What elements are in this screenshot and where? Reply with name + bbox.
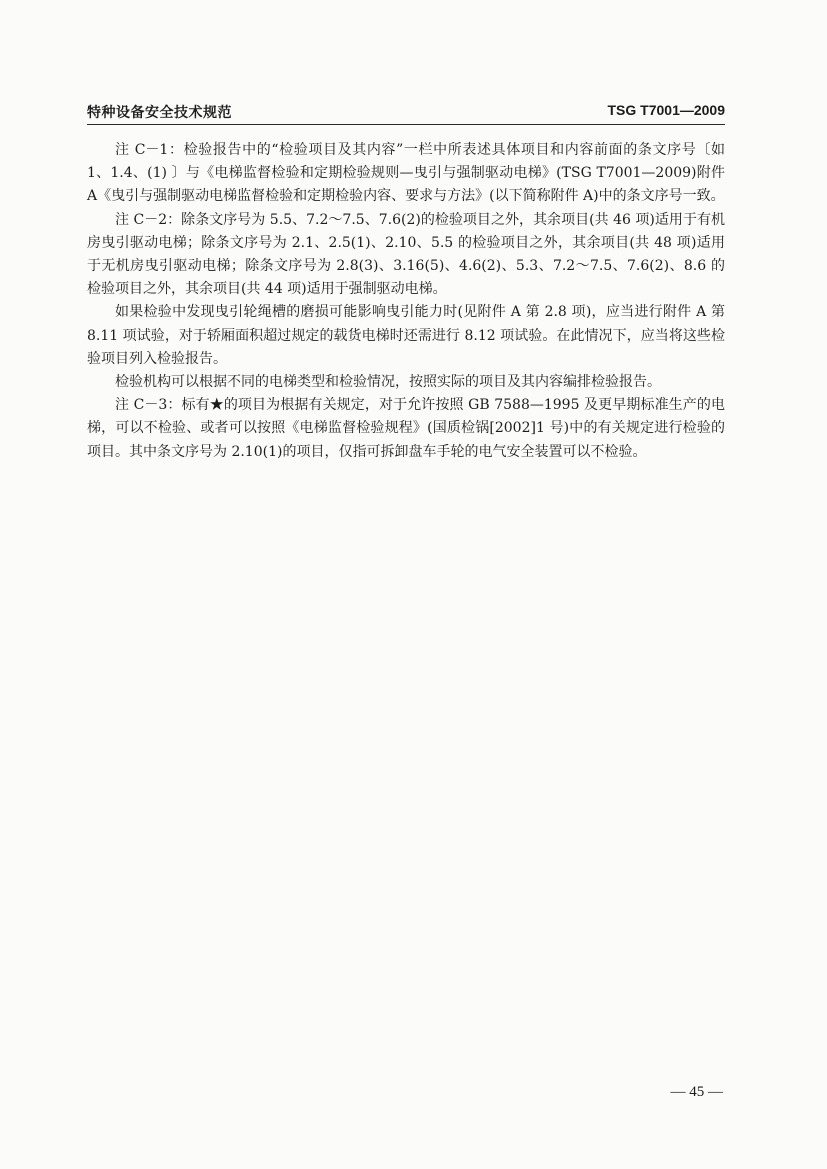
note-c2-paragraph: 注 C－2：除条文序号为 5.5、7.2～7.5、7.6(2)的检验项目之外，其余项目(共 46 项)适用于有机房曳引驱动电梯；除条文序号为 2.1、2.5(1)、2.10、5.5 的检验项目之外，其余项目(共 48 项)适用于无机房曳引驱动电梯；除条文序号为 2.8(3)、3.16(5)、4.6(2)、5.3、7.2～7.5、7.6(2)、8.6 的检验项目之外，其余项目(共 44 项)适用于强制驱动电梯。 xyxy=(87,211,725,298)
body-text xyxy=(87,139,725,464)
report-arrangement-paragraph: 检验机构可以根据不同的电梯类型和检验情况，按照实际的项目及其内容编排检验报告。 xyxy=(115,374,661,391)
page-header xyxy=(87,100,725,125)
note-c3-paragraph: 注 C－3：标有★的项目为根据有关规定，对于允许按照 GB 7588—1995 及更早期标准生产的电梯，可以不检验、或者可以按照《电梯监督检验规程》(国质检锅[2002]1 号)中的有关规定进行检验的项目。其中条文序号为 2.10(1)的项目，仅指可拆卸盘车手轮的电气安全装置可以不检验。 xyxy=(87,397,725,460)
traction-test-paragraph: 如果检验中发现曳引轮绳槽的磨损可能影响曳引能力时(见附件 A 第 2.8 项)，应当进行附件 A 第 8.11 项试验，对于轿厢面积超过规定的载货电梯时还需进行 8.12 项试验。在此情况下，应当将这些检验项目列入检验报告。 xyxy=(87,304,725,367)
note-c1-paragraph: 注 C－1：检验报告中的“检验项目及其内容”一栏中所表述具体项目和内容前面的条文序号〔如 1、1.4、(1) 〕与《电梯监督检验和定期检验规则—曳引与强制驱动电梯》(TSG T7001—2009)附件 A《曳引与强制驱动电梯监督检验和定期检验内容、要求与方法》(以下简称附件 A)中的条文序号一致。 xyxy=(87,142,725,205)
page-number: — 45 — xyxy=(670,1084,723,1100)
header-title: 特种设备安全技术规范 xyxy=(87,105,232,121)
header-standard-code: TSG T7001—2009 xyxy=(607,102,725,118)
